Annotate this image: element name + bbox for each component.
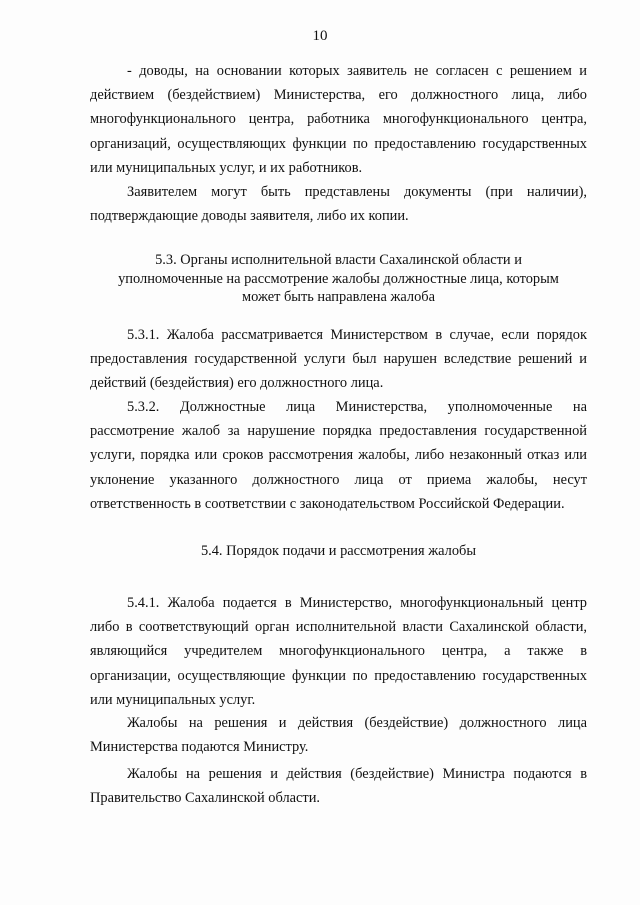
paragraph-arguments <box>90 59 587 180</box>
paragraph-text: Жалобы на решения и действия (бездействие) Министра подаются в Правительство Сахалинской области. <box>90 766 587 807</box>
paragraph-text: Заявителем могут быть представлены документы (при наличии), подтверждающие доводы заявителя, либо их копии. <box>90 184 587 225</box>
paragraph-5-4-1 <box>90 591 587 712</box>
heading-line: может быть направлена жалоба <box>242 289 435 305</box>
paragraph-text: - доводы, на основании которых заявитель не согласен с решением и действием (бездействием) Министерства, его должностного лица, либо многофункционального центра, работника многофункционального центра, организаций, осуществляющих функции по предоставлению государственных или муниципальных услуг, и их работников. <box>90 63 587 176</box>
paragraph-complaint-minister <box>90 762 587 810</box>
section-heading-5-3 <box>90 251 587 307</box>
heading-line: 5.4. Порядок подачи и рассмотрения жалобы <box>200 543 477 559</box>
paragraph-5-3-2 <box>90 395 587 516</box>
paragraph-complaint-official <box>90 711 587 759</box>
section-heading-5-4 <box>90 542 587 561</box>
page-number: 10 <box>312 28 328 44</box>
paragraph-5-3-1 <box>90 323 587 396</box>
paragraph-documents <box>90 180 587 228</box>
heading-line: уполномоченные на рассмотрение жалобы должностные лица, которым <box>118 270 559 287</box>
paragraph-text: 5.3.2. Должностные лица Министерства, уполномоченные на рассмотрение жалоб за нарушение порядка предоставления государственной услуги, порядка или сроков рассмотрения жалобы, либо незаконный отказ или уклонение указанного должностного лица от приема жалобы, несут ответственность в соответствии с законодательством Российской Федерации. <box>90 399 587 512</box>
paragraph-text: 5.3.1. Жалоба рассматривается Министерством в случае, если порядок предоставления государственной услуги был нарушен вследствие решений и действий (бездействия) его должностного лица. <box>90 327 587 392</box>
paragraph-text: Жалобы на решения и действия (бездействие) должностного лица Министерства подаются Министру. <box>90 715 587 756</box>
heading-line: 5.3. Органы исполнительной власти Сахалинской области и <box>155 252 522 268</box>
paragraph-text: 5.4.1. Жалоба подается в Министерство, многофункциональный центр либо в соответствующий орган исполнительной власти Сахалинской области, являющийся учредителем многофункционального центра, а также в организации, осуществляющие функции по предоставлению государственных или муниципальных услуг. <box>90 595 587 708</box>
